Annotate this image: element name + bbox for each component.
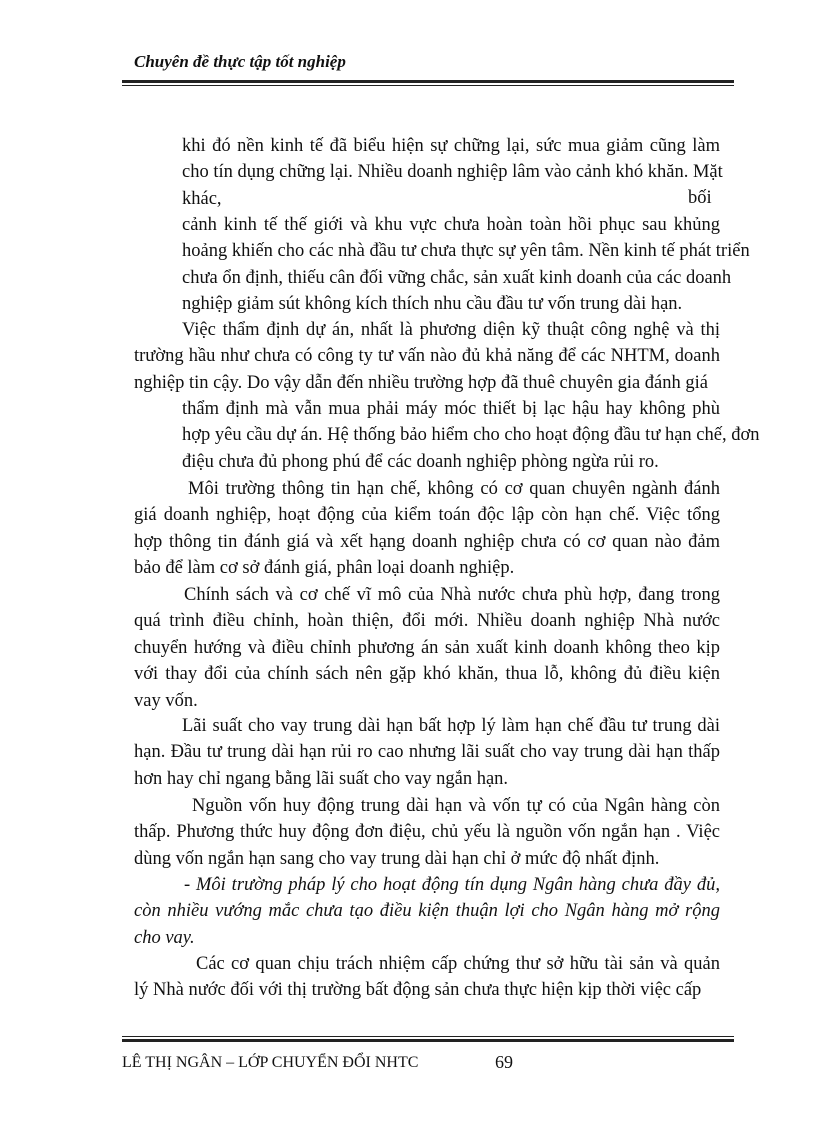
paragraph-11 <box>134 951 720 1004</box>
text-line: trường hầu như chưa có công ty tư vấn nào đủ khả năng để các NHTM, doanh <box>134 346 720 367</box>
text-line: hợp thông tin đánh giá và xết hạng doanh nghiệp chưa có cơ quan nào đảm <box>134 531 720 552</box>
paragraph-6 <box>134 476 720 582</box>
text-line: khác, <box>182 188 222 209</box>
text-line: bối <box>688 188 712 208</box>
text-line: Nguồn vốn huy động trung dài hạn và vốn tự có của Ngân hàng còn <box>192 796 720 816</box>
text-line: điệu chưa đủ phong phú để các doanh nghiệp phòng ngừa rủi ro. <box>182 451 659 472</box>
text-line: bảo để làm cơ sở đánh giá, phân loại doanh nghiệp. <box>134 558 515 579</box>
text-line: thấp. Phương thức huy động đơn điệu, chủ yếu là nguồn vốn ngắn hạn . Việc <box>134 822 720 843</box>
text-line: hơn hay chỉ ngang bằng lãi suất cho vay ngắn hạn. <box>134 768 509 789</box>
paragraph-2 <box>688 185 720 211</box>
paragraph-5 <box>182 396 760 475</box>
paragraph-10 <box>134 872 720 951</box>
text-line: chưa ổn định, thiếu cân đối vững chắc, sản xuất kinh doanh của các doanh <box>182 267 732 288</box>
page-header-title: Chuyên đề thực tập tốt nghiệp <box>134 52 346 71</box>
text-line: Các cơ quan chịu trách nhiệm cấp chứng thư sở hữu tài sản và quản <box>196 954 720 974</box>
text-line: thẩm định mà vẫn mua phải máy móc thiết bị lạc hậu hay không phù <box>182 399 720 419</box>
page-number: 69 <box>495 1052 513 1072</box>
text-line: khi đó nền kinh tế đã biểu hiện sự chững lại, sức mua giảm cũng làm <box>182 136 720 156</box>
footer-rule-thin <box>122 1036 734 1037</box>
text-line: Việc thẩm định dự án, nhất là phương diện kỹ thuật công nghệ và thị <box>182 320 720 340</box>
text-line: còn nhiều vướng mắc chưa tạo điều kiện thuận lợi cho Ngân hàng mở rộng <box>134 901 720 922</box>
text-line: Lãi suất cho vay trung dài hạn bất hợp lý làm hạn chế đầu tư trung dài <box>182 716 720 736</box>
header-rule-thin <box>122 85 734 86</box>
paragraph-1 <box>182 133 723 212</box>
text-line: - Môi trường pháp lý cho hoạt động tín dụng Ngân hàng chưa đầy đủ, <box>184 875 720 895</box>
footer-author: LÊ THỊ NGÂN – LỚP CHUYỂN ĐỔI NHTC <box>122 1054 419 1071</box>
footer-rule-thick <box>122 1039 734 1042</box>
text-line: cảnh kinh tế thế giới và khu vực chưa hoàn toàn hồi phục sau khủng <box>182 215 720 235</box>
text-line: Chính sách và cơ chế vĩ mô của Nhà nước chưa phù hợp, đang trong <box>184 585 720 605</box>
text-line: hạn. Đầu tư trung dài hạn rủi ro cao nhưng lãi suất cho vay trung dài hạn thấp <box>134 742 720 763</box>
paragraph-3 <box>182 212 750 318</box>
text-line: nghiệp tin cậy. Do vậy dẫn đến nhiều trường hợp đã thuê chuyên gia đánh giá <box>134 372 708 393</box>
text-line: cho tín dụng chững lại. Nhiều doanh nghiệp lâm vào cảnh khó khăn. Mặt <box>182 162 723 183</box>
paragraph-7 <box>134 582 720 714</box>
text-line: Môi trường thông tin hạn chế, không có cơ quan chuyên ngành đánh <box>188 479 720 499</box>
text-line: hoảng khiến cho các nhà đầu tư chưa thực sự yên tâm. Nền kinh tế phát triển <box>182 241 750 262</box>
header-rule-thick <box>122 80 734 83</box>
text-line: chuyển hướng và điều chỉnh phương án sản xuất kinh doanh không theo kịp <box>134 637 720 658</box>
text-line: quá trình điều chỉnh, hoàn thiện, đổi mới. Nhiều doanh nghiệp Nhà nước <box>134 611 720 632</box>
text-line: với thay đổi của chính sách nên gặp khó khăn, thua lỗ, không đủ điều kiện <box>134 664 720 685</box>
paragraph-4 <box>134 317 720 396</box>
text-line: vay vốn. <box>134 690 198 711</box>
text-line: nghiệp giảm sút không kích thích nhu cầu đầu tư vốn trung dài hạn. <box>182 294 683 315</box>
text-line: lý Nhà nước đối với thị trường bất động sản chưa thực hiện kịp thời việc cấp <box>134 980 702 1001</box>
text-line: cho vay. <box>134 927 195 948</box>
text-line: dùng vốn ngắn hạn sang cho vay trung dài hạn chỉ ở mức độ nhất định. <box>134 848 660 869</box>
paragraph-9 <box>134 793 720 872</box>
paragraph-8 <box>134 713 720 792</box>
text-line: giá doanh nghiệp, hoạt động của kiểm toán độc lập còn hạn chế. Việc tổng <box>134 505 720 526</box>
text-line: hợp yêu cầu dự án. Hệ thống bảo hiểm cho cho hoạt động đầu tư hạn chế, đơn <box>182 425 760 446</box>
